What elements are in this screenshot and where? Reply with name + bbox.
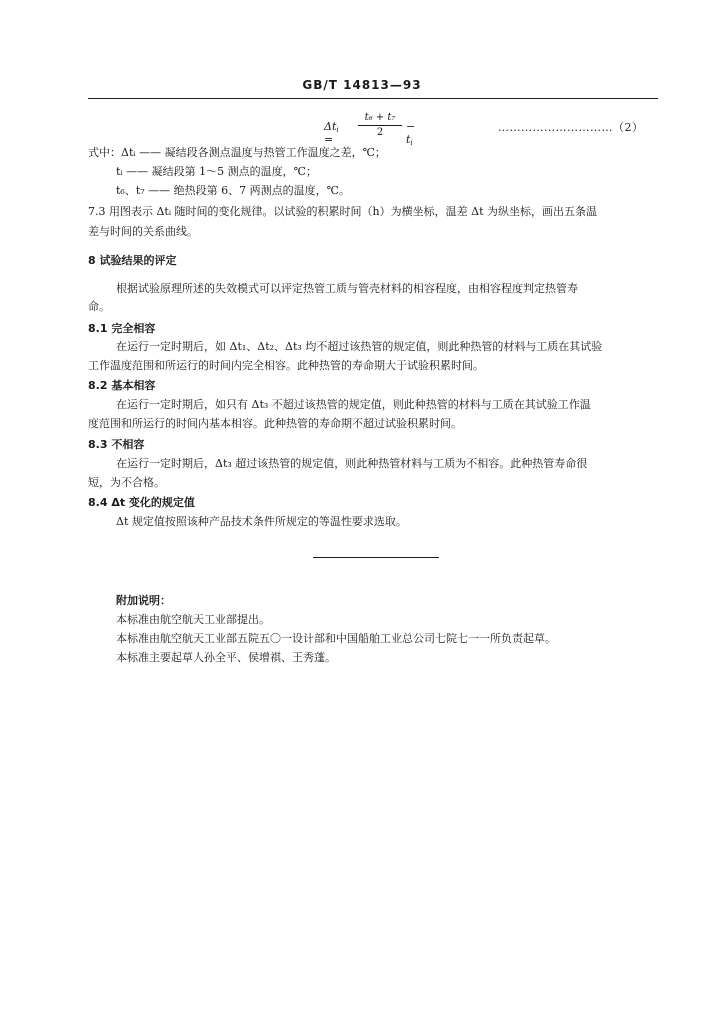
- page-header-standard-number: GB/T 14813—93: [302, 78, 422, 92]
- clause-8-1-line-1: 在运行一定时期后，如 Δt₁、Δt₂、Δt₃ 均不超过该热管的规定值，则此种热管的材料与工质在其试验: [116, 340, 603, 353]
- section-8-para-line-2: 命。: [88, 300, 110, 313]
- section-8-heading: 8 试验结果的评定: [88, 254, 177, 267]
- clause-8-1-line-2: 工作温度范围和所运行的时间内完全相容。此种热管的寿命期大于试验积累时间。: [88, 359, 484, 372]
- clause-8-3-line-2: 短，为不合格。: [88, 476, 165, 489]
- clause-8-4-line-1: Δt 规定值按照该种产品技术条件所规定的等温性要求选取。: [116, 515, 407, 528]
- where-line-1: 式中：Δtᵢ —— 凝结段各测点温度与热管工作温度之差，℃；: [88, 146, 386, 159]
- formula-number: …………………………（2）: [498, 121, 644, 134]
- where-line-3: t₆、t₇ —— 绝热段第 6、7 两测点的温度，℃。: [116, 184, 350, 197]
- clause-8-2-heading: 8.2 基本相容: [88, 379, 156, 392]
- clause-8-3-heading: 8.3 不相容: [88, 438, 145, 451]
- formula-fraction: [358, 112, 402, 139]
- section-8-para-line-1: 根据试验原理所述的失效模式可以评定热管工质与管壳材料的相容程度，由相容程度判定热管寿: [116, 282, 578, 295]
- formula-rhs: − $t_i$: [406, 120, 416, 147]
- clause-7-3-line-1: 7.3 用图表示 Δtᵢ 随时间的变化规律。以试验的积累时间（h）为横坐标，温差 Δt 为纵坐标，画出五条温: [88, 205, 597, 218]
- clause-8-1-heading: 8.1 完全相容: [88, 322, 156, 335]
- formula-numerator: t₆ + t₇: [364, 112, 396, 123]
- clause-7-3-line-2: 差与时间的关系曲线。: [88, 225, 198, 238]
- formula-denominator: 2: [376, 127, 384, 138]
- header-rule: [88, 98, 658, 99]
- notes-title: 附加说明：: [116, 594, 171, 607]
- notes-line-3: 本标准主要起草人孙全平、侯增祺、王秀蓬。: [116, 651, 336, 664]
- clause-8-4-heading: 8.4 Δt 变化的规定值: [88, 496, 195, 509]
- notes-line-2: 本标准由航空航天工业部五院五〇一设计部和中国船舶工业总公司七院七一一所负责起草。: [116, 632, 556, 645]
- formula-lhs: $\Delta t_i$ =: [324, 120, 339, 146]
- clause-8-2-line-1: 在运行一定时期后，如只有 Δt₃ 不超过该热管的规定值，则此种热管的材料与工质在其试验工作温: [116, 398, 591, 411]
- where-line-2: tᵢ —— 凝结段第 1～5 测点的温度，℃；: [116, 165, 317, 178]
- clause-8-2-line-2: 度范围和所运行的时间内基本相容。此种热管的寿命期不超过试验积累时间。: [88, 417, 462, 430]
- notes-line-1: 本标准由航空航天工业部提出。: [116, 613, 270, 626]
- clause-8-3-line-1: 在运行一定时期后，Δt₃ 超过该热管的规定值，则此种热管材料与工质为不相容。此种热管寿命很: [116, 457, 588, 470]
- section-divider: [313, 557, 439, 558]
